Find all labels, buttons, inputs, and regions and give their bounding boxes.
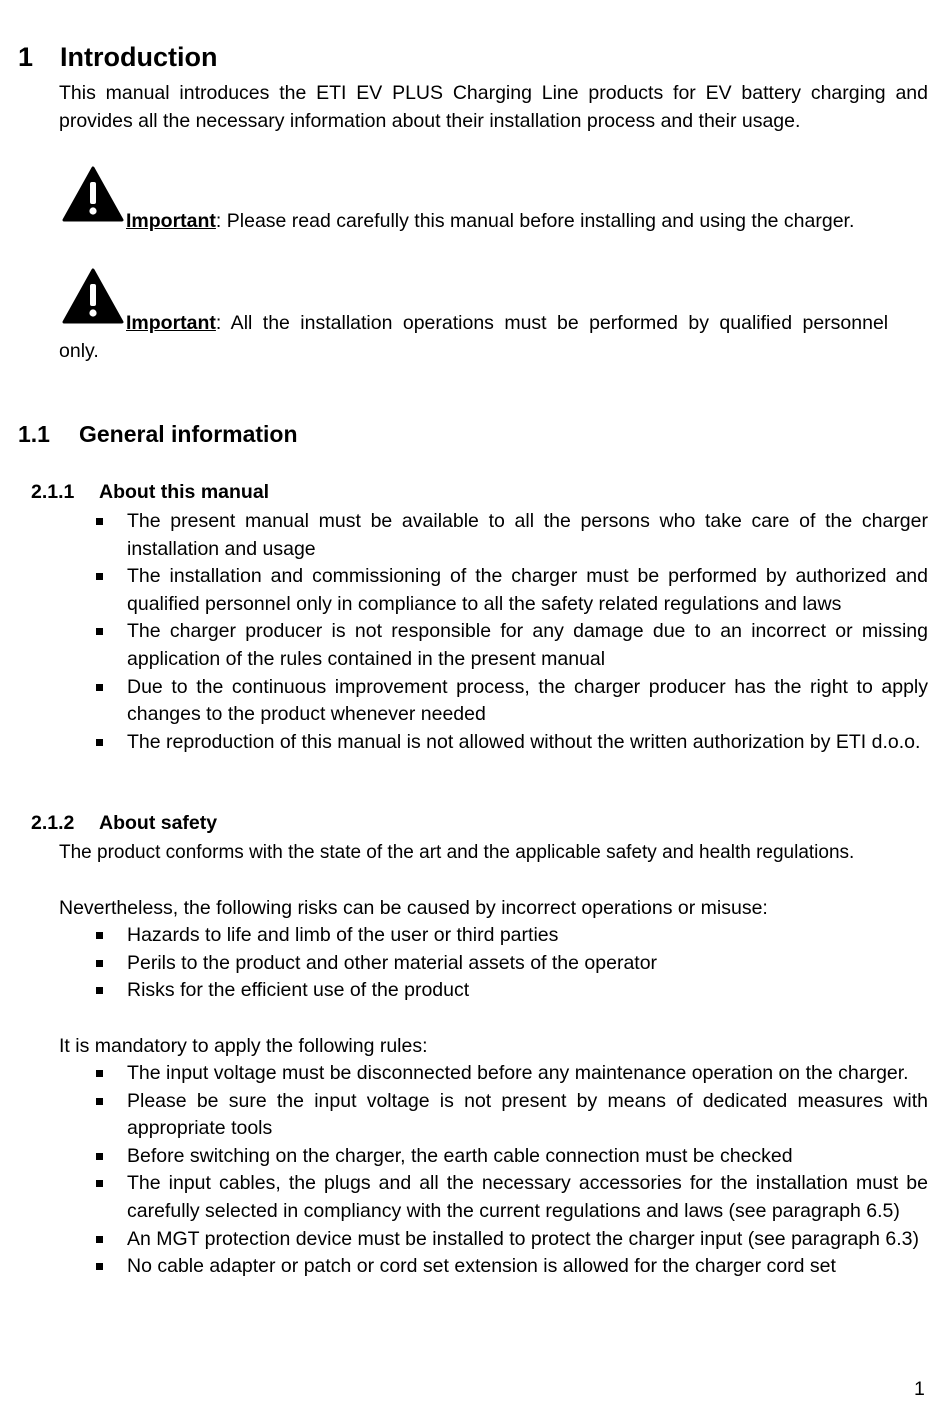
list-item-text: Risks for the efficient use of the product <box>127 979 470 1002</box>
list-item-text: No cable adapter or patch or cord set extension is allowed for the charger cord set <box>127 1255 836 1278</box>
bullet-icon <box>96 1236 103 1243</box>
rules-bullet-list <box>0 1060 950 1281</box>
list-item-text: Hazards to life and limb of the user or third parties <box>127 924 559 946</box>
list-item-text: Due to the continuous improvement process, the charger producer has the right to apply changes to the product whenever needed <box>127 675 928 726</box>
list-item <box>0 1060 928 1088</box>
subsection-title: General information <box>79 421 298 447</box>
list-item <box>0 950 928 978</box>
list-item-text: The present manual must be available to all the persons who take care of the charger installation and usage <box>127 510 928 560</box>
warning-text: : Please read carefully this manual before installing and using the charger. <box>215 210 855 232</box>
list-item <box>0 729 928 757</box>
bullet-icon <box>96 739 103 746</box>
bullet-icon <box>96 1153 103 1160</box>
list-item-text: An MGT protection device must be installed to protect the charger input (see paragraph 6.3) <box>127 1227 919 1250</box>
intro-paragraph: This manual introduces the ETI EV PLUS Charging Line products for EV battery charging and provides all the necessary information about their installation process and their usage. <box>59 82 928 132</box>
subsubsection-number: 2.1.2 <box>31 812 75 834</box>
section-number: 1 <box>18 42 34 72</box>
bullet-icon <box>96 1180 103 1187</box>
list-item <box>0 1143 928 1171</box>
subsection-heading <box>18 421 418 448</box>
list-item <box>0 922 928 950</box>
subsubsection-title: About this manual <box>99 481 270 503</box>
bullet-icon <box>96 1098 103 1105</box>
bullet-icon <box>96 573 103 580</box>
list-item-text: The installation and commissioning of the charger must be performed by authorized and qualified personnel only in compliance to all the safety related regulations and laws <box>127 565 928 615</box>
warning-triangle-icon <box>62 166 124 222</box>
list-item <box>0 977 928 1005</box>
subsubsection-number: 2.1.1 <box>31 481 75 503</box>
subsubsection-heading <box>31 812 431 835</box>
bullet-icon <box>96 518 103 525</box>
bullet-icon <box>96 684 103 691</box>
subsubsection-heading <box>31 481 431 504</box>
bullet-icon <box>96 628 103 635</box>
important-label: Important <box>126 312 216 334</box>
manual-bullet-list <box>0 508 950 756</box>
list-item <box>0 563 928 618</box>
list-item <box>0 1088 928 1143</box>
bullet-icon <box>96 987 103 994</box>
list-item-text: The charger producer is not responsible for any damage due to an incorrect or missing application of the rules contained in the present manual <box>127 620 928 670</box>
warning-note <box>126 207 928 235</box>
list-item <box>0 1226 928 1254</box>
important-label: Important <box>126 210 216 232</box>
risks-bullet-list <box>0 922 950 1005</box>
list-item <box>0 508 928 563</box>
subsection-number: 1.1 <box>18 421 50 447</box>
list-item-text: The reproduction of this manual is not allowed without the written authorization by ETI d.o.o. <box>127 730 921 753</box>
warning-text: : All the installation operations must be performed by qualified personnel <box>215 312 889 334</box>
safety-conformity-text: The product conforms with the state of the art and the applicable safety and health regulations. <box>59 842 855 863</box>
list-item <box>0 1170 928 1225</box>
section-heading <box>0 42 950 78</box>
list-item <box>0 618 928 673</box>
section-title: Introduction <box>60 42 218 72</box>
list-item <box>0 1253 928 1281</box>
list-item-text: The input cables, the plugs and all the necessary accessories for the installation must be carefully selected in compliancy with the current regulations and laws (see paragraph 6.5) <box>127 1172 928 1222</box>
list-item-text: The input voltage must be disconnected before any maintenance operation on the charger. <box>127 1062 909 1084</box>
list-item-text: Perils to the product and other material assets of the operator <box>127 951 658 974</box>
warning-text-continued: only. <box>59 340 99 362</box>
rules-intro-text: It is mandatory to apply the following rules: <box>59 1035 428 1057</box>
warning-triangle-icon <box>62 268 124 324</box>
bullet-icon <box>96 932 103 939</box>
list-item <box>0 674 928 729</box>
bullet-icon <box>96 1263 103 1270</box>
bullet-icon <box>96 1070 103 1077</box>
subsubsection-title: About safety <box>99 812 218 834</box>
page-number: 1 <box>914 1378 925 1400</box>
warning-note <box>126 309 928 337</box>
list-item-text: Please be sure the input voltage is not present by means of dedicated measures with appropriate tools <box>127 1089 928 1140</box>
list-item-text: Before switching on the charger, the earth cable connection must be checked <box>127 1144 793 1167</box>
bullet-icon <box>96 960 103 967</box>
risks-intro-text: Nevertheless, the following risks can be caused by incorrect operations or misuse: <box>59 897 768 919</box>
